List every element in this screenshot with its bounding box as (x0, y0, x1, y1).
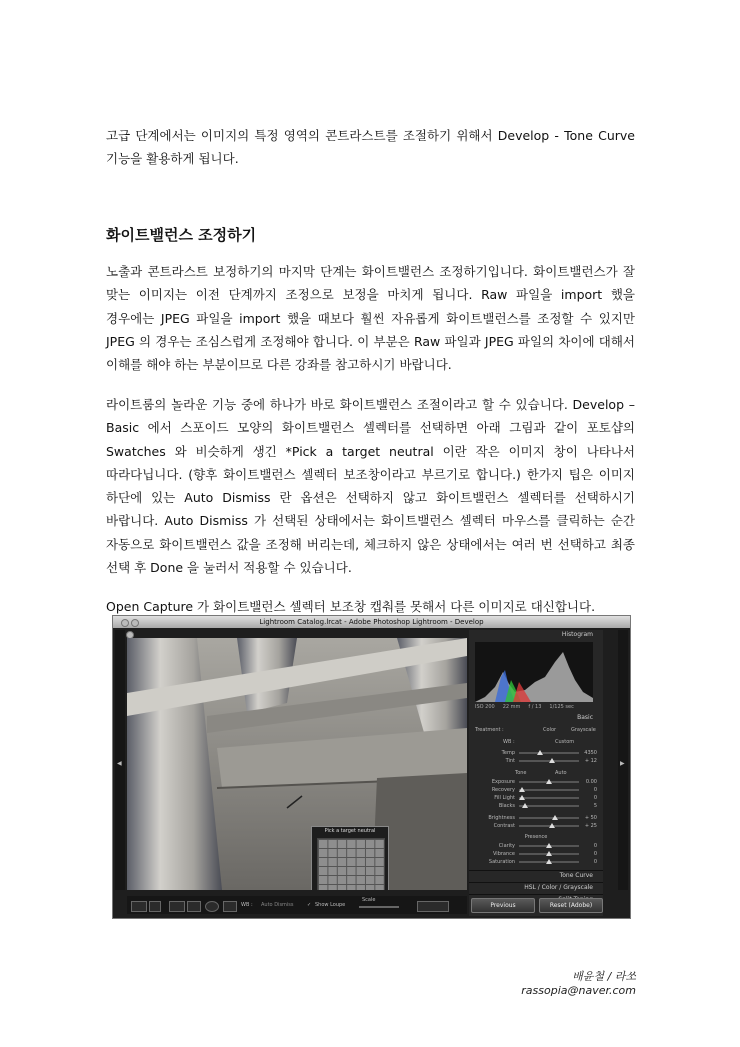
histogram (475, 642, 593, 702)
right-arrow-icon: ▶ (620, 760, 625, 767)
slider-contrast[interactable]: Contrast + 25 (493, 823, 597, 829)
slider-vibrance[interactable]: Vibrance 0 (493, 851, 597, 857)
check-icon: ✓ (307, 902, 312, 908)
left-arrow-icon: ◀ (117, 760, 122, 767)
section-heading: 화이트밸런스 조정하기 (106, 226, 257, 244)
lightroom-screenshot (112, 615, 631, 919)
slider-track[interactable] (519, 825, 579, 827)
slider-track[interactable] (519, 760, 579, 762)
slider-knob[interactable] (552, 815, 558, 820)
done-button[interactable] (417, 901, 449, 912)
treatment-row: Treatment : Color Grayscale (475, 727, 596, 733)
presence-label: Presence (524, 834, 548, 840)
paragraph-capture-note: Open Capture 가 화이트밸런스 셀렉터 보조창 캡춰를 못해서 다른 이미지로 대신합니다. (106, 599, 596, 614)
white-balance-selector-button[interactable] (223, 901, 237, 912)
paragraph-lightroom-feature: 라이트룸의 놀라운 기능 중에 하나가 바로 화이트밸런스 조절이라고 할 수 있습니다. Develop – Basic 에서 스포이드 모양의 화이트밸런스 셀렉터를 선택하면 아래 그림과 같이 포토샵의 Swatches 와 비슷하게 생긴 *Pick a target neutral 이란 작은 이미지 창이 나타나서 따라다닙니다. (향후 화이트밸런스 셀렉터 보조창이라고 부르기로 합니다.) 한가지 팁은 이미지 하단에 있는 Auto Dismiss 란 옵션은 선택하지 않고 화이트밸런스 셀렉터를 선택하시기 바랍니다. Auto Dismiss 가 선택된 상태에서는 화이트밸런스 셀렉터 마우스를 클릭하는 순간 자동으로 화이트밸런스 값을 조정해 버리는데, 체크하지 않은 상태에서는 여러 번 선택하고 최종 선택 후 Done 을 눌러서 적용할 수 있습니다. (106, 397, 635, 576)
left-panel-toggle[interactable] (115, 630, 125, 890)
loupe-view-button[interactable] (131, 901, 147, 912)
photo-preview[interactable] (127, 638, 467, 890)
slider-track[interactable] (519, 853, 579, 855)
slider-knob[interactable] (549, 823, 555, 828)
crop-tool-button[interactable] (169, 901, 185, 912)
slider-track[interactable] (519, 805, 579, 807)
reset-button[interactable]: Reset (Adobe) (539, 898, 603, 913)
paragraph-white-balance: 노출과 콘트라스트 보정하기의 마지막 단계는 화이트밸런스 조정하기입니다. 화이트밸런스가 잘 맞는 이미지는 이전 단계까지 조정으로 보정을 마치게 됩니다. Raw 파일을 import 했을 경우에는 JPEG 파일을 import 했을 때보다 훨씬 자유롭게 화이트밸런스를 조정할 수 있지만 JPEG 의 경우는 조심스럽게 조정해야 합니다. 이 부분은 Raw 파일과 JPEG 파일의 차이에 대해서 이해를 해야 하는 부분이므로 다른 강좌를 참고하시기 바랍니다. (106, 264, 635, 373)
slider-track[interactable] (519, 845, 579, 847)
wb-preset-select[interactable]: Custom (555, 739, 575, 745)
slider-track[interactable] (519, 752, 579, 754)
slider-knob[interactable] (546, 779, 552, 784)
slider-knob[interactable] (546, 851, 552, 856)
slider-fill-light[interactable]: Fill Light 0 (494, 795, 597, 801)
slider-brightness[interactable]: Brightness + 50 (488, 815, 597, 821)
show-loupe-checkbox[interactable]: Show Loupe (315, 902, 346, 908)
loupe-title: Pick a target neutral (324, 828, 376, 834)
window-controls[interactable] (118, 619, 144, 625)
treatment-grayscale-option[interactable]: Grayscale (571, 727, 596, 733)
slider-knob[interactable] (519, 795, 525, 800)
slider-blacks[interactable]: Blacks 5 (498, 803, 597, 809)
red-eye-button[interactable] (205, 901, 219, 912)
footer-author: 배윤철 / 라쏘 rassopia@naver.com (521, 970, 636, 997)
previous-button[interactable]: Previous (471, 898, 535, 913)
slider-tint[interactable]: Tint + 12 (505, 758, 597, 764)
right-panel-toggle[interactable] (618, 630, 628, 890)
slider-knob[interactable] (546, 843, 552, 848)
treatment-color-option[interactable]: Color (543, 727, 557, 733)
slider-track[interactable] (519, 789, 579, 791)
slider-track[interactable] (519, 817, 579, 819)
slider-knob[interactable] (549, 758, 555, 763)
tone-auto-button[interactable]: Auto (555, 770, 567, 776)
window-title: Lightroom Catalog.lrcat - Adobe Photoshop Lightroom - Develop (259, 618, 484, 626)
scale-slider[interactable] (359, 906, 399, 908)
histogram-header[interactable]: Histogram (561, 631, 593, 638)
hsl-header[interactable]: HSL / Color / Grayscale (469, 882, 603, 893)
histogram-graph (475, 642, 593, 702)
slider-knob[interactable] (537, 750, 543, 755)
slider-track[interactable] (519, 781, 579, 783)
compare-view-button[interactable] (149, 901, 161, 912)
slider-recovery[interactable]: Recovery 0 (491, 787, 597, 793)
tone-row: Tone Auto (515, 770, 567, 776)
slider-clarity[interactable]: Clarity 0 (498, 843, 597, 849)
slider-track[interactable] (519, 797, 579, 799)
slider-knob[interactable] (519, 787, 525, 792)
tone-curve-header[interactable]: Tone Curve (469, 870, 603, 881)
slider-exposure[interactable]: Exposure 0.00 (491, 779, 597, 785)
develop-toolbar (127, 896, 467, 914)
slider-saturation[interactable]: Saturation 0 (488, 859, 597, 865)
pick-target-neutral-loupe (311, 826, 389, 890)
scale-label: Scale (362, 897, 376, 903)
basic-header[interactable]: Basic (577, 714, 593, 721)
wb-row: WB : Custom (503, 739, 575, 745)
spot-removal-button[interactable] (187, 901, 201, 912)
loupe-pixel-grid (317, 838, 385, 890)
slider-track[interactable] (519, 861, 579, 863)
slider-knob[interactable] (546, 859, 552, 864)
building-photo (127, 638, 467, 890)
auto-dismiss-checkbox[interactable]: Auto Dismiss (261, 902, 294, 908)
intro-paragraph: 고급 단계에서는 이미지의 특정 영역의 콘트라스트를 조절하기 위해서 Develop - Tone Curve 기능을 활용하게 됩니다. (106, 128, 635, 167)
window-titlebar (113, 616, 630, 628)
slider-knob[interactable] (522, 803, 528, 808)
slider-temp[interactable]: Temp 4350 (501, 750, 597, 756)
right-panel (469, 630, 603, 916)
histogram-info: ISO 200 22 mm f / 13 1/125 sec (475, 704, 574, 710)
wb-toolbar-label: WB : (241, 902, 253, 908)
